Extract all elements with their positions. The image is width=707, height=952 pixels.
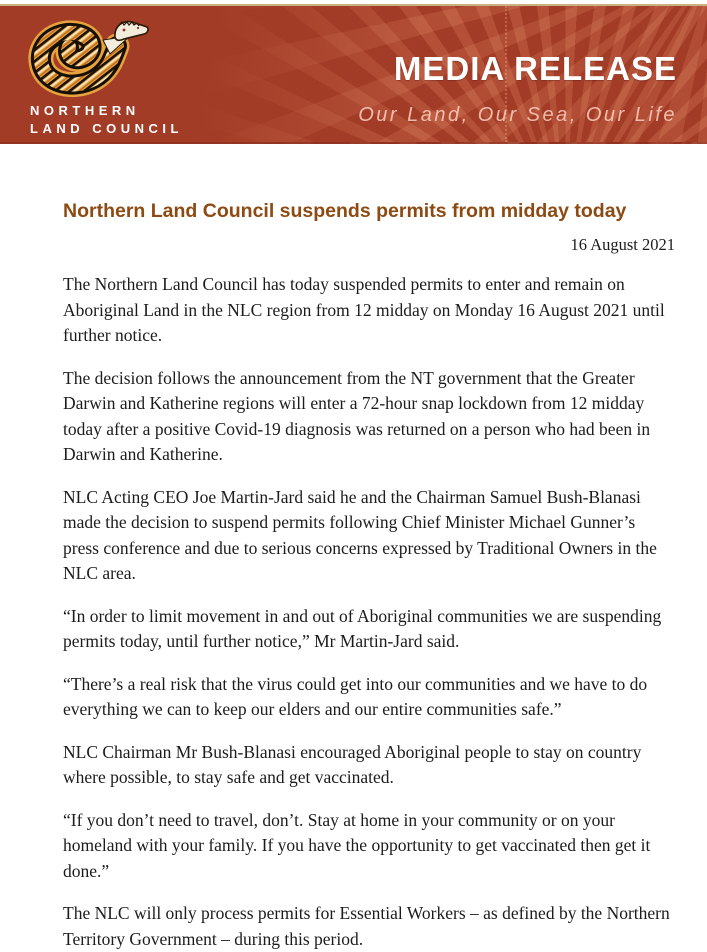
paragraph-8: The NLC will only process permits for Essential Workers – as defined by the Northern Territory Government – during this period. (63, 903, 670, 949)
paragraph-3: NLC Acting CEO Joe Martin-Jard said he and the Chairman Samuel Bush-Blanasi made the decision to suspend permits following Chief Minister Michael Gunner’s press conference and due to serious concerns expressed by Traditional Owners in the NLC area. (63, 486, 657, 583)
paragraph-2: The decision follows the announcement from the NT government that the Greater Darwin and Katherine regions will enter a 72-hour snap lockdown from 12 midday today after a positive Covid-19 diagnosis was returned on a person who had been in Darwin and Katherine. (63, 367, 651, 464)
banner-tagline: Our Land, Our Sea, Our Life (358, 104, 677, 126)
page-title: Northern Land Council suspends permits from midday today (63, 200, 627, 222)
paragraph-1: The Northern Land Council has today suspended permits to enter and remain on Aboriginal Land in the NLC region from 12 midday on Monday 16 August 2021 until further notice. (63, 274, 665, 345)
paragraph-5: “There’s a real risk that the virus could get into our communities and we have to do everything we can to keep our elders and our entire communities safe.” (63, 673, 648, 719)
org-name (30, 102, 183, 138)
document-date: 16 August 2021 (570, 235, 675, 254)
org-name-line2: LAND COUNCIL (30, 121, 183, 136)
paragraph-6: NLC Chairman Mr Bush-Blanasi encouraged Aboriginal people to stay on country where possible, to stay safe and get vaccinated. (63, 741, 642, 787)
banner-title: MEDIA RELEASE (393, 50, 677, 87)
paragraph-4: “In order to limit movement in and out of Aboriginal communities we are suspending permits today, until further notice,” Mr Martin-Jard said. (63, 605, 662, 651)
document-body (63, 272, 675, 952)
org-name-line1: NORTHERN (30, 103, 140, 118)
header-banner (0, 6, 707, 144)
paragraph-7: “If you don’t need to travel, don’t. Stay at home in your community or on your homeland with your family. If you have the opportunity to get vaccinated then get it done.” (63, 809, 651, 881)
document-content (0, 199, 707, 952)
crocodile-logo-icon (20, 14, 150, 102)
